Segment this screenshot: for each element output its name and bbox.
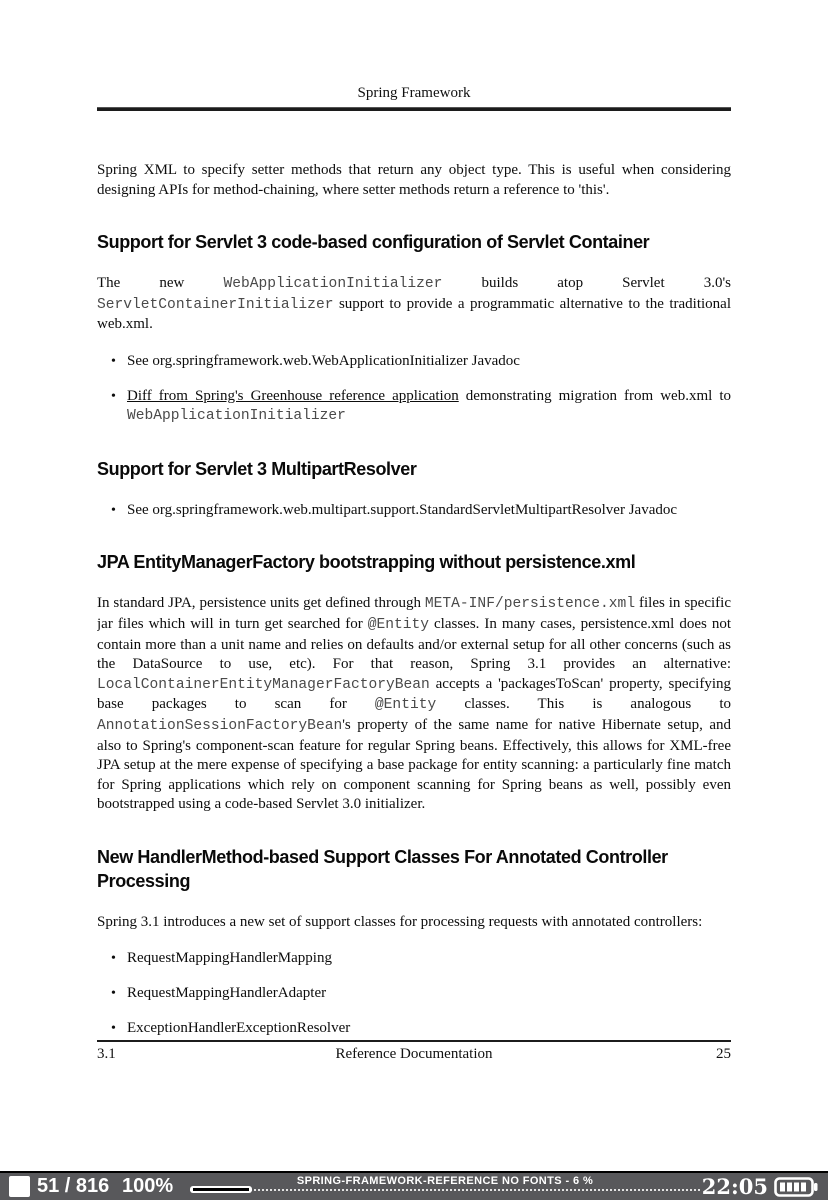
text-run: classes. In many cases, persistence.xml does not contain more than a unit name and relies on defaults and/or external setup for all other concerns (such as the DataSource to use, etc). For that reason, Spring 3.1 provides an alternative: [97, 615, 731, 673]
list-item [97, 501, 731, 521]
code-span: META-INF/persistence.xml [424, 596, 636, 613]
text-run: The new [97, 275, 224, 292]
bullet-list-multipart [97, 501, 731, 521]
text-run: classes. This is analogous to [436, 696, 731, 713]
bullet-list-servlet3-config [97, 352, 731, 427]
greenhouse-diff-link[interactable]: Diff from Spring's Greenhouse reference application [127, 387, 459, 404]
progress-read-segment [190, 1186, 252, 1193]
battery-icon [774, 1177, 818, 1197]
header-rule [97, 107, 731, 111]
reader-page [97, 0, 731, 1160]
progress-book-label: SPRING-FRAMEWORK-REFERENCE NO FONTS - 6 % [296, 1175, 594, 1187]
running-header-title: Spring Framework [357, 85, 471, 101]
code-span: @Entity [374, 697, 437, 714]
clock: 22:05 [701, 1174, 768, 1199]
paragraph-jpa [97, 594, 731, 815]
code-span: WebApplicationInitializer [223, 276, 443, 293]
running-header [97, 85, 731, 107]
list-item [97, 352, 731, 372]
text-run: In standard JPA, persistence units get defined through [97, 595, 425, 612]
square-icon [9, 1176, 30, 1197]
text-run: demonstrating migration from web.xml to [458, 387, 731, 404]
footer-section-number: 3.1 [97, 1046, 116, 1062]
text-run: support to provide a programmatic alternative to the traditional web.xml. [97, 295, 731, 333]
list-item [97, 984, 731, 1004]
list-item [97, 1019, 731, 1039]
text-run: RequestMappingHandlerAdapter [127, 985, 327, 1002]
paragraph-servlet3-config [97, 274, 731, 335]
page-indicator: 51 / 816 [37, 1175, 110, 1197]
footer-page-number: 25 [716, 1046, 731, 1062]
list-item [97, 949, 731, 969]
list-item [97, 387, 731, 427]
paragraph-intro: Spring XML to specify setter methods that return any object type. This is useful when considering designing APIs for method-chaining, where setter methods return a reference to 'this'. [97, 162, 731, 198]
status-bar[interactable] [0, 1171, 828, 1200]
zoom-level: 100% [122, 1175, 174, 1197]
page-footer [97, 1040, 731, 1062]
section-heading-servlet3-config: Support for Servlet 3 code-based configuration of Servlet Container [97, 232, 650, 253]
code-span: @Entity [367, 616, 430, 633]
code-span: ServletContainerInitializer [97, 296, 334, 313]
text-run: files in specific jar files which will in turn get searched for [97, 595, 731, 632]
text-run: builds atop Servlet 3.0's [442, 275, 731, 292]
text-run: accepts a 'packagesToScan' property, specifying base packages to scan for [97, 675, 731, 713]
text-run: See org.springframework.web.multipart.support.StandardServletMultipartResolver Javadoc [127, 501, 678, 518]
progress-track[interactable] [190, 1189, 700, 1191]
code-span: AnnotationSessionFactoryBean [97, 717, 343, 734]
progress-bar[interactable] [190, 1173, 700, 1200]
bullet-list-handlermethod [97, 949, 731, 1038]
code-span: WebApplicationInitializer [127, 408, 346, 425]
text-run: RequestMappingHandlerMapping [127, 950, 332, 967]
text-run: 's property of the same name for native Hibernate setup, and also to Spring's component-scan feature for regular Spring beans. Effectively, this allows for XML-free JPA setup at the mere expense of specifying a base package for entity scanning: a particularly fine match for Spring applications which rely on component scanning for Spring beans as well, possibly even bootstrapped using a code-based Servlet 3.0 initializer. [97, 716, 731, 813]
footer-doc-title: Reference Documentation [335, 1046, 493, 1062]
text-run: See org.springframework.web.WebApplicationInitializer Javadoc [127, 352, 520, 369]
paragraph-handlermethod: Spring 3.1 introduces a new set of support classes for processing requests with annotated controllers: [97, 913, 703, 930]
code-span: LocalContainerEntityManagerFactoryBean [97, 676, 430, 693]
section-heading-multipart-resolver: Support for Servlet 3 MultipartResolver [97, 458, 417, 479]
section-heading-jpa-bootstrap: JPA EntityManagerFactory bootstrapping without persistence.xml [97, 552, 636, 573]
text-run: ExceptionHandlerExceptionResolver [127, 1019, 351, 1036]
section-heading-handlermethod: New HandlerMethod-based Support Classes For Annotated Controller Processing [97, 846, 668, 891]
